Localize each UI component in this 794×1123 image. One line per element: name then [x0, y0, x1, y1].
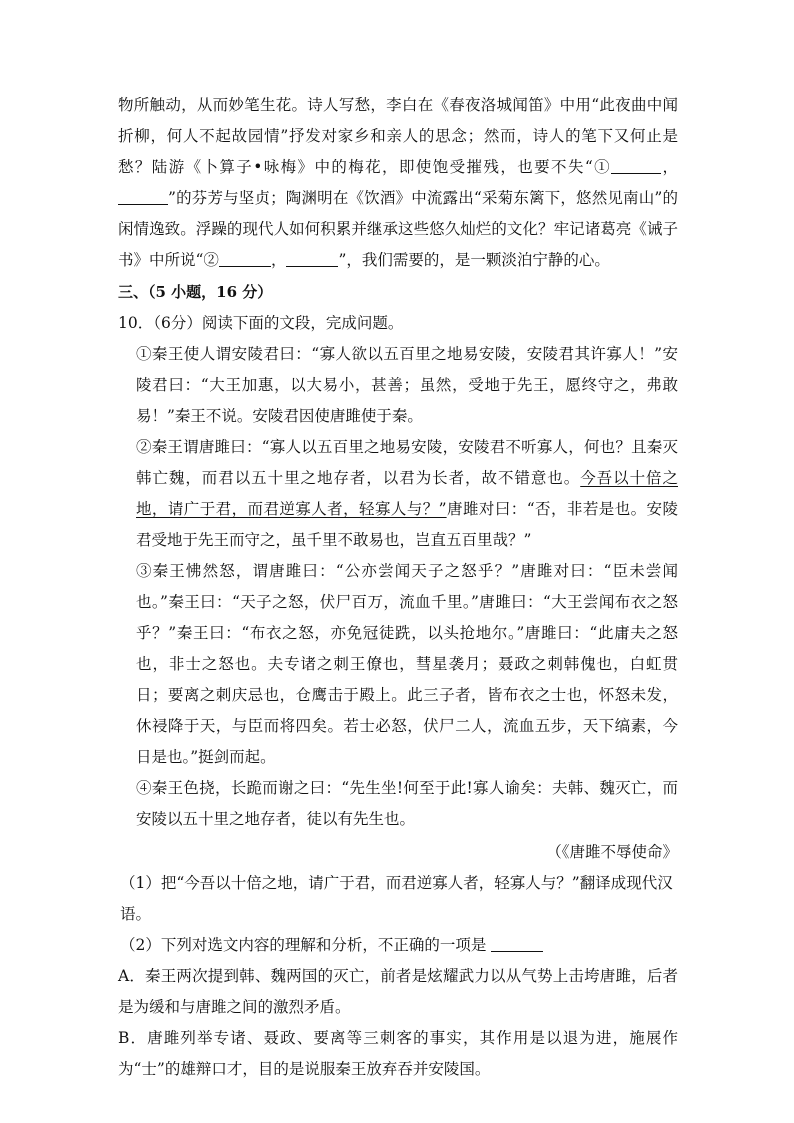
passage-2-underlined-sentence: 今吾以十倍之地，请广于君，而君逆寡人者，轻寡人与？”: [136, 469, 678, 518]
answer-blank-2a[interactable]: [219, 250, 271, 267]
option-b: B．唐雎列举专诸、聂政、要离等三刺客的事实，其作用是以退为进，施展作为“士”的雄辩口才，目的是说服秦王放弃吞并安陵国。: [118, 1029, 678, 1078]
intro-paragraph: [118, 90, 678, 276]
question-10-heading: 10．（6分）阅读下面的文段，完成问题。: [118, 314, 404, 332]
passage-2-text-a: ②秦王谓唐雎曰：“寡人以五百里之地易安陵，安陵君不听寡人，何也？且秦灭韩亡魏，而君以五十里之地存者，以君为长者，故不错意也。: [136, 438, 678, 487]
intro-comma-2: ，: [270, 251, 287, 269]
intro-text-3: ”，我们需要的，是一颗淡泊宁静的心。: [338, 251, 610, 269]
passage-paragraph-3: ③秦王怫然怒，谓唐雎曰：“公亦尝闻天子之怒乎？”唐雎对曰：“臣未尝闻也。”秦王曰：“天子之怒，伏尸百万，流血千里。”唐雎曰：“大王尝闻布衣之怒乎？”秦王曰：“布衣之怒，亦免冠徒跣，以头抢地尔。”唐雎曰：“此庸夫之怒也，非士之怒也。夫专诸之刺王僚也，彗星袭月；聂政之刺韩傀也，白虹贯日；要离之刺庆忌也，仓鹰击于殿上。此三子者，皆布衣之士也，怀怒未发，休祲降于天，与臣而将四矣。若士必怒，伏尸二人，流血五步，天下缟素，今日是也。”挺剑而起。: [136, 562, 678, 766]
sub-question-2-answer-blank[interactable]: [491, 935, 543, 952]
option-a: A．秦王两次提到韩、魏两国的灭亡，前者是炫耀武力以从气势上击垮唐雎，后者是为缓和与唐雎之间的激烈矛盾。: [118, 967, 678, 1016]
passage-paragraph-4: ④秦王色挠，长跪而谢之曰：“先生坐!何至于此!寡人谕矣：夫韩、魏灭亡，而安陵以五十里之地存者，徒以有先生也。: [136, 779, 678, 828]
sub-question-1: （1）把“今吾以十倍之地，请广于君，而君逆寡人者，轻寡人与？”翻译成现代汉语。: [120, 874, 673, 923]
sub-question-2-text: （2）下列对选文内容的理解和分析，不正确的一项是: [120, 936, 487, 954]
intro-text-2: ”的芬芳与坚贞；陶渊明在《饮酒》中流露出“采菊东篱下，悠然见南山”的闲情逸致。浮躁的现代人如何积累并继承这些悠久灿烂的文化？牢记诸葛亮《诫子书》中所说“②: [118, 189, 678, 269]
section-title: 三、（5 小题，16 分）: [118, 283, 273, 301]
passage-paragraph-1: ①秦王使人谓安陵君曰：“寡人欲以五百里之地易安陵，安陵君其许寡人！”安陵君曰：“大王加惠，以大易小，甚善；虽然，受地于先王，愿终守之，弗敢易！”秦王不说。安陵君因使唐雎使于秦。: [136, 345, 678, 425]
passage-paragraph-2: [118, 432, 678, 556]
sub-question-2: [118, 930, 678, 961]
intro-comma-1: ，: [661, 158, 678, 176]
passage-2-text-b: 唐雎对曰：“否，非若是也。安陵君受地于先王而守之，虽千里不敢易也，岂直五百里哉？”: [136, 500, 678, 549]
answer-blank-2b[interactable]: [286, 250, 338, 267]
passage-source: （《唐雎不辱使命》: [546, 843, 678, 861]
document-page: [118, 90, 678, 1085]
intro-text-1: 物所触动，从而妙笔生花。诗人写愁，李白在《春夜洛城闻笛》中用“此夜曲中闻折柳，何人不起故园情”抒发对家乡和亲人的思念；然而，诗人的笔下又何止是愁？陆游《卜算子•咏梅》中的梅花，即使饱受摧残，也要不失“①: [118, 96, 678, 176]
answer-blank-1b[interactable]: [118, 188, 168, 205]
answer-blank-1a[interactable]: [611, 157, 661, 174]
